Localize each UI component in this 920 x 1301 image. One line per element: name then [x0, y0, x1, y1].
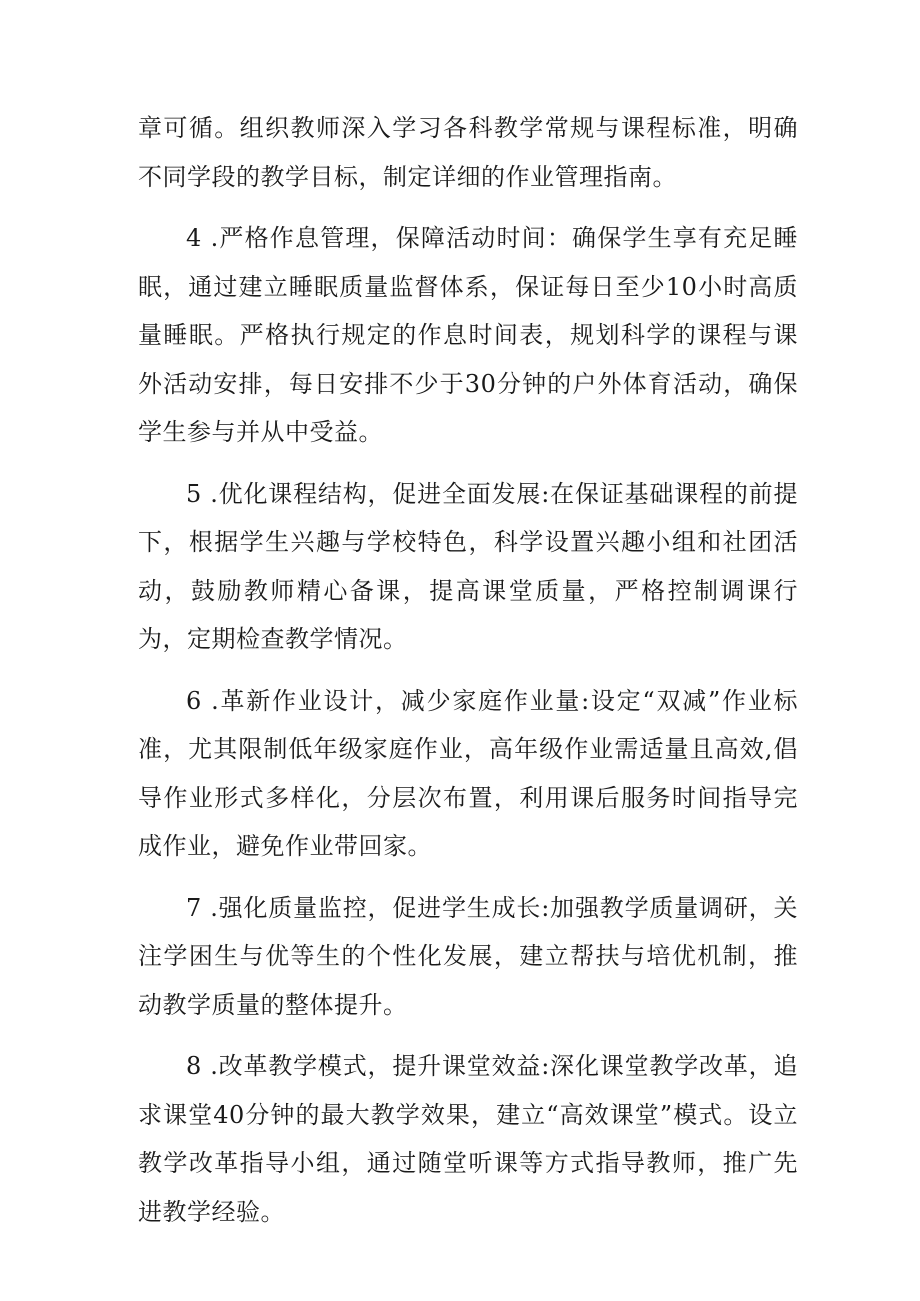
- paragraph-text: 6 .革新作业设计，减少家庭作业量:设定“双减”作业标准，尤其限制低年级家庭作业，高年级作业需适量且高效,倡导作业形式多样化，分层次布置，利用课后服务时间指导完成作业，避免作业带回家。: [138, 686, 798, 860]
- paragraph-item-6: [138, 677, 798, 871]
- paragraph-item-7: [138, 884, 798, 1030]
- paragraph-text: 章可循。组织教师深入学习各科教学常规与课程标准，明确不同学段的教学目标，制定详细的作业管理指南。: [138, 114, 798, 191]
- paragraph-text: 4 .严格作息管理，保障活动时间：确保学生享有充足睡眠，通过建立睡眠质量监督体系，保证每日至少10小时高质量睡眠。严格执行规定的作息时间表，规划科学的课程与课外活动安排，每日安排不少于30分钟的户外体育活动，确保学生参与并从中受益。: [138, 224, 798, 446]
- paragraph-text: 5 .优化课程结构，促进全面发展:在保证基础课程的前提下，根据学生兴趣与学校特色，科学设置兴趣小组和社团活动，鼓励教师精心备课，提高课堂质量，严格控制调课行为，定期检查教学情况。: [138, 479, 798, 653]
- paragraph-item-8: [138, 1042, 798, 1236]
- document-page: [138, 104, 798, 1249]
- paragraph-text: 7 .强化质量监控，促进学生成长:加强教学质量调研，关注学困生与优等生的个性化发展，建立帮扶与培优机制，推动教学质量的整体提升。: [138, 893, 798, 1019]
- paragraph-item-5: [138, 470, 798, 664]
- paragraph-item-4: [138, 214, 798, 457]
- paragraph-text: 8 .改革教学模式，提升课堂效益:深化课堂教学改革，追求课堂40分钟的最大教学效果，建立“高效课堂”模式。设立教学改革指导小组，通过随堂听课等方式指导教师，推广先进教学经验。: [138, 1052, 798, 1226]
- paragraph-continued: [138, 104, 798, 201]
